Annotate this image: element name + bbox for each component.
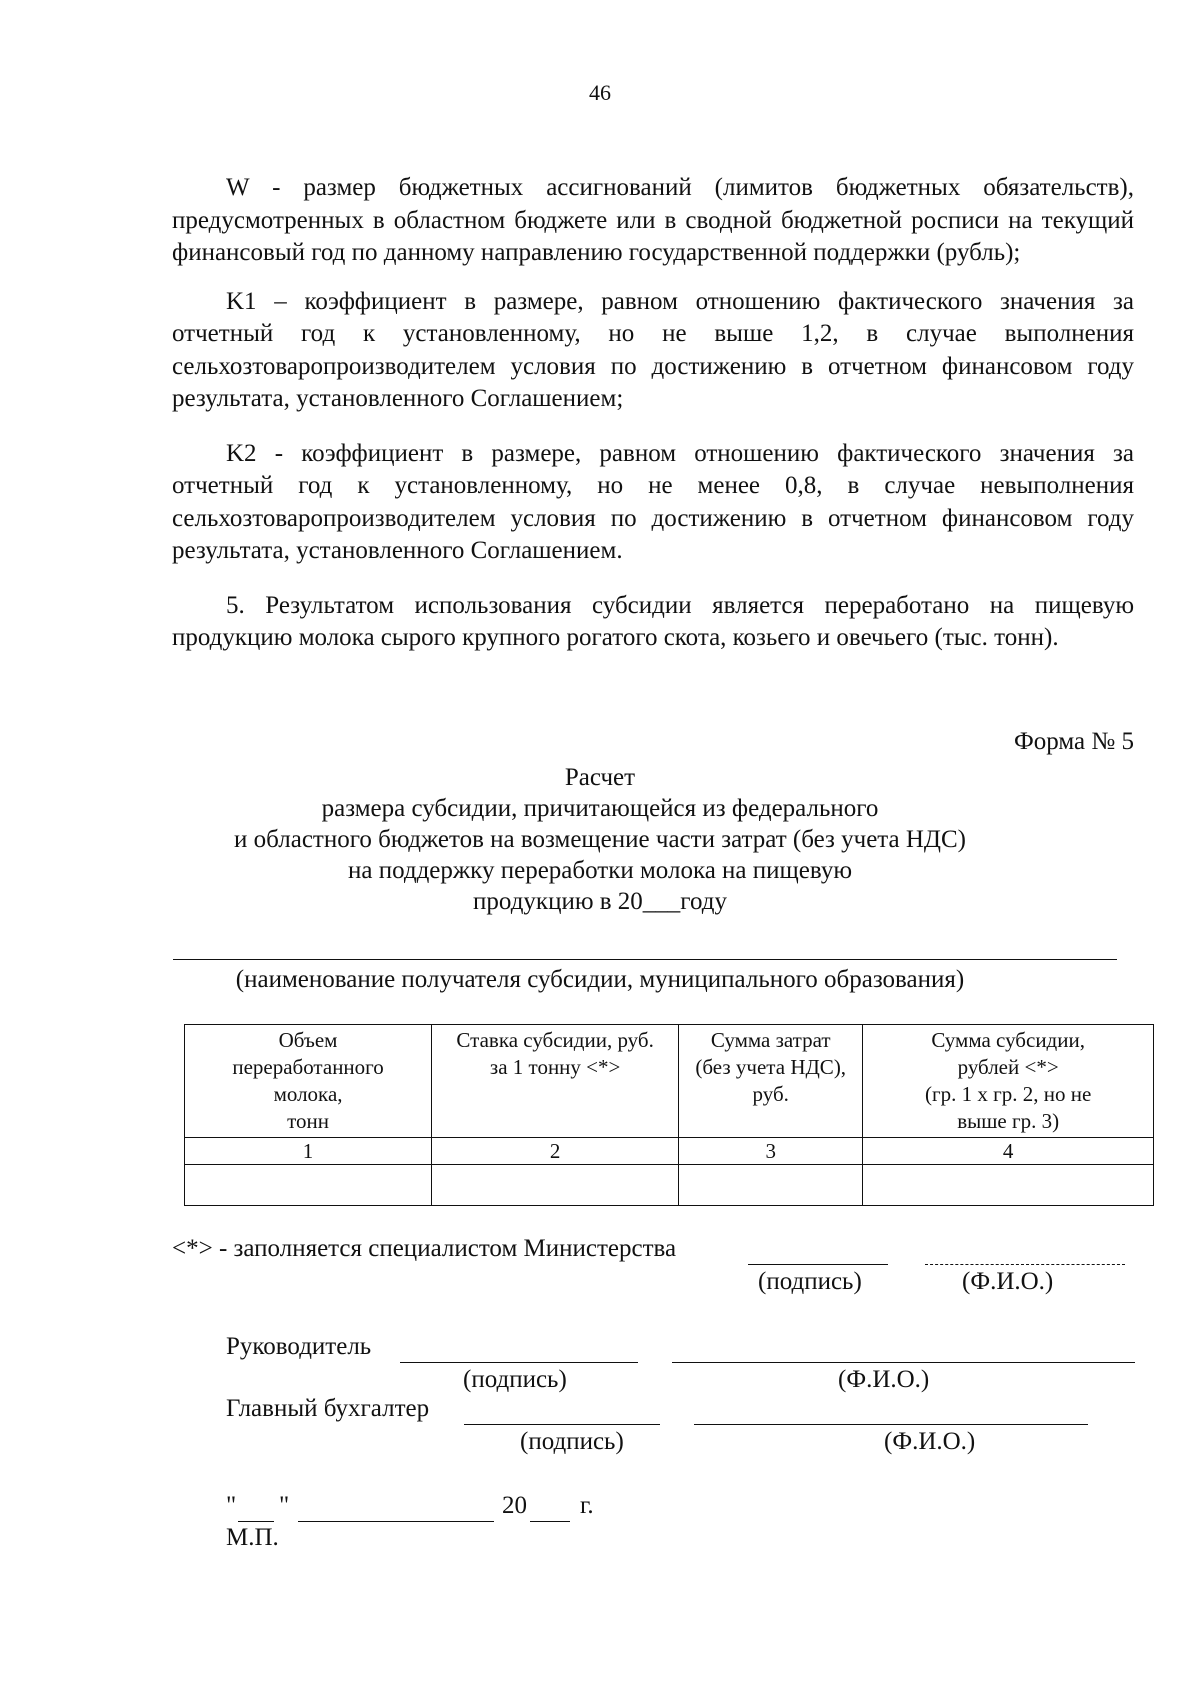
head-fio-caption: (Ф.И.О.) [838,1366,930,1393]
table-cell[interactable] [432,1165,679,1206]
date-year-prefix: 20 [502,1492,527,1519]
table-cell[interactable] [679,1165,863,1206]
paragraph-result: 5. Результатом использования субсидии является переработано на пищевую продукцию молока сырого крупного рогатого скота, козьего и овечьего (тыс. тонн). [172,591,1134,651]
ministry-fio-line[interactable] [925,1264,1125,1265]
header-rate: Ставка субсидии, руб. за 1 тонну <*> [432,1025,679,1138]
accountant-signature-caption: (подпись) [520,1428,624,1455]
column-number: 1 [185,1138,432,1165]
column-number: 2 [432,1138,679,1165]
title-line: на поддержку переработки молока на пищевую [347,857,853,884]
table-row [185,1165,1154,1206]
date-year-line[interactable] [530,1521,570,1522]
stamp-label: М.П. [226,1524,279,1551]
recipient-hint: (наименование получателя субсидии, муниципального образования) [235,966,965,993]
head-fio-line[interactable] [672,1362,1135,1363]
column-number: 3 [679,1138,863,1165]
column-number: 4 [863,1138,1154,1165]
header-costs: Сумма затрат (без учета НДС), руб. [679,1025,863,1138]
footnote: <*> - заполняется специалистом Министерства [172,1235,677,1262]
date-quote-close: " [279,1492,290,1519]
table-header-row [185,1025,1154,1138]
date-quote-open: " [226,1492,237,1519]
body-text [172,172,1134,671]
table-cell[interactable] [863,1165,1154,1206]
title-line: Расчет [564,764,636,791]
accountant-signature-line[interactable] [464,1424,660,1425]
head-signature-caption: (подпись) [463,1366,567,1393]
date-month-line[interactable] [298,1521,494,1522]
calculation-table [184,1024,1154,1206]
header-subsidy: Сумма субсидии, рублей <*> (гр. 1 х гр. 2, но не выше гр. 3) [863,1025,1154,1138]
accountant-fio-line[interactable] [694,1424,1088,1425]
date-suffix: г. [580,1492,594,1519]
paragraph-k1: K1 – коэффициент в размере, равном отношению фактического значения за отчетный год к установленному, но не выше 1,2, в случае выполнения сельхозтоваропроизводителем условия по достижению в отчетном финансовом году результата, установленного Соглашением; [172,287,1134,412]
title-line: и областного бюджетов на возмещение части затрат (без учета НДС) [234,826,966,853]
form-title [0,762,1200,917]
ministry-signature-caption: (подпись) [758,1268,862,1295]
accountant-label: Главный бухгалтер [226,1395,430,1422]
page-number: 46 [589,80,611,105]
paragraph-k2: K2 - коэффициент в размере, равном отношению фактического значения за отчетный год к установленному, но не менее 0,8, в случае невыполнения сельхозтоваропроизводителем условия по достижению в отчетном финансовом году результата, установленного Соглашением. [172,439,1134,564]
title-line: продукцию в 20___году [473,888,727,915]
column-number-row [185,1138,1154,1165]
table-cell[interactable] [185,1165,432,1206]
header-volume: Объем переработанного молока, тонн [185,1025,432,1138]
ministry-signature-line[interactable] [748,1264,888,1265]
ministry-fio-caption: (Ф.И.О.) [962,1268,1054,1295]
paragraph-w: W - размер бюджетных ассигнований (лимитов бюджетных обязательств), предусмотренных в областном бюджете или в сводной бюджетной росписи на текущий финансовый год по данному направлению государственной поддержки (рубль); [172,174,1134,266]
head-signature-line[interactable] [400,1362,638,1363]
head-label: Руководитель [226,1333,372,1360]
date-day-line[interactable] [238,1521,274,1522]
accountant-fio-caption: (Ф.И.О.) [884,1428,976,1455]
title-line: размера субсидии, причитающейся из федерального [321,795,879,822]
form-number: Форма № 5 [1014,728,1134,755]
recipient-line[interactable] [173,959,1117,960]
